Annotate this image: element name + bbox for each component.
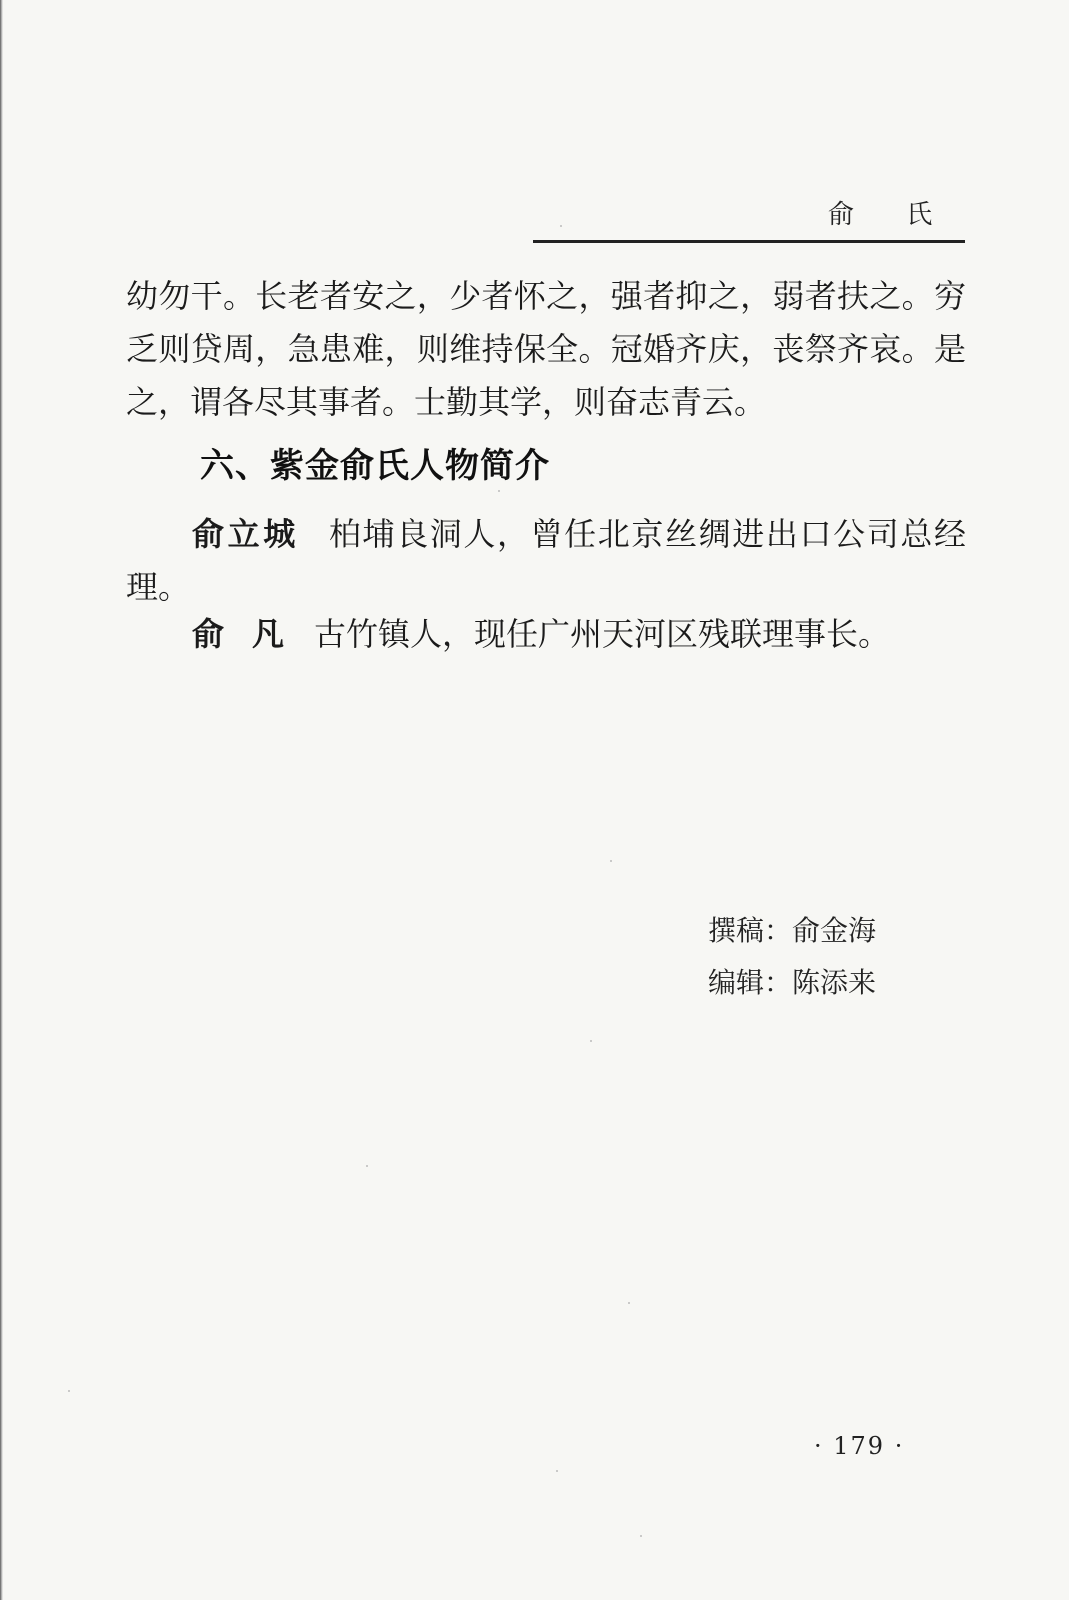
- editor-name: 陈添来: [792, 966, 877, 999]
- person-name: 俞凡: [192, 615, 313, 653]
- running-head: 俞 氏: [828, 200, 955, 230]
- person-description: 古竹镇人，现任广州天河区残联理事长。: [314, 615, 891, 653]
- author-name: 俞金海: [792, 914, 877, 947]
- scan-speck: [590, 1040, 592, 1042]
- person-description: 柏埔良洞人，曾任北京丝绸进出口公司总经理。: [126, 515, 966, 606]
- editor-line: [708, 957, 876, 1009]
- author-label: 撰稿：: [708, 914, 793, 947]
- section-heading: 六、紫金俞氏人物简介: [200, 446, 550, 486]
- scan-speck: [628, 1302, 630, 1304]
- scan-speck: [560, 225, 562, 227]
- author-line: [708, 905, 876, 957]
- body-paragraph: 幼勿干。长老者安之，少者怀之，强者抑之，弱者扶之。穷乏则贷周，急患难，则维持保全。冠婚齐庆，丧祭齐哀。是之，谓各尽其事者。士勤其学，则奋志青云。: [126, 277, 966, 421]
- credits: [708, 905, 876, 1009]
- scan-speck: [366, 1165, 368, 1167]
- scan-speck: [556, 1470, 558, 1472]
- scan-speck: [68, 1390, 70, 1392]
- scan-speck: [610, 860, 612, 862]
- header-rule: [533, 240, 965, 243]
- person-entry-2: [126, 608, 966, 661]
- person-entry-1: [126, 508, 966, 614]
- scan-edge: [0, 0, 3, 1600]
- editor-label: 编辑：: [708, 966, 793, 999]
- person-name: 俞立城: [192, 515, 299, 553]
- scan-speck: [640, 1535, 642, 1537]
- scan-speck: [498, 490, 500, 492]
- page-number: · 179 ·: [814, 1432, 905, 1460]
